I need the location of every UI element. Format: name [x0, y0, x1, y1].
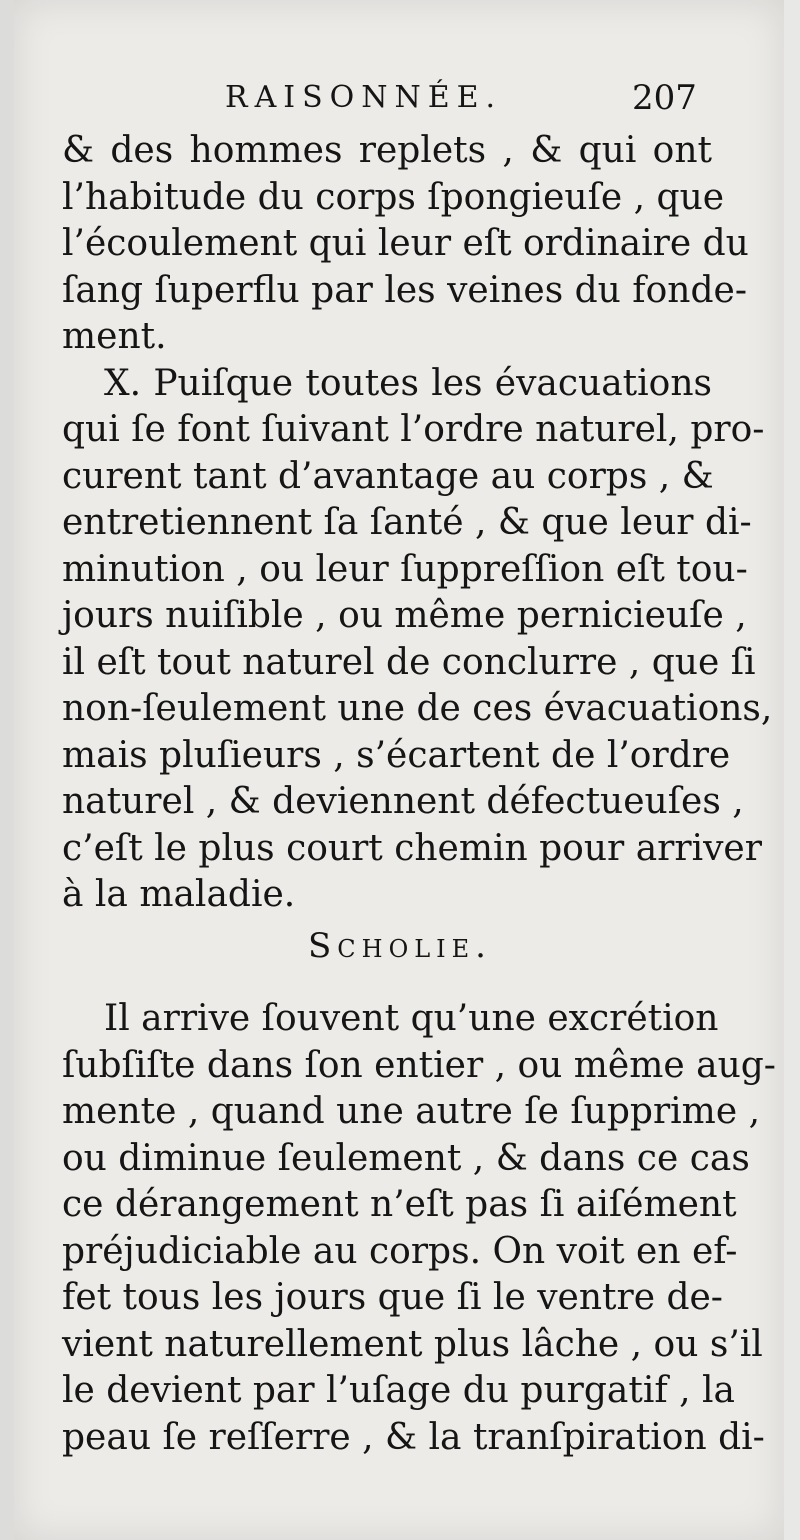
text-line: fet tous les jours que ſi le ventre de-	[62, 1277, 723, 1318]
text-line: peau ſe reſſerre , & la tranſpiration di-	[62, 1416, 765, 1458]
text-line: l’écoulement qui leur eſt ordinaire du	[62, 223, 749, 264]
paragraph-block-b	[62, 996, 776, 1461]
text-line: jours nuiſible , ou même pernicieuſe ,	[62, 595, 747, 636]
text-line: préjudiciable au corps. On voit en ef-	[62, 1230, 738, 1272]
text-line: ce dérangement n’eſt pas ſi aiſément	[62, 1184, 737, 1225]
text-line: ou diminue ſeulement , & dans ce cas	[62, 1137, 750, 1179]
text-line: qui ſe font ſuivant l’ordre naturel, pro-	[62, 409, 765, 450]
scholie-first-line: Il arrive ſouvent qu’une excrétion	[104, 998, 719, 1039]
text-line: à la maladie.	[62, 874, 296, 915]
paragraph-block-a	[62, 128, 773, 919]
text-line: entretiennent ſa ſanté , & que leur di-	[62, 502, 752, 543]
text-line: ſang ſuperflu par les veines du fonde-	[62, 269, 748, 311]
running-title: RAISONNÉE.	[225, 80, 503, 115]
text-line: minution , ou leur ſuppreſſion eſt tou-	[62, 548, 748, 590]
text-line: ment.	[62, 316, 167, 357]
text-line: vient naturellement plus lâche , ou s’il	[62, 1323, 763, 1365]
page-header	[0, 80, 800, 120]
text-line: mais pluſieurs , s’écartent de l’ordre	[62, 734, 731, 776]
section-x-first-line: X. Puiſque toutes les évacuations	[104, 362, 712, 404]
text-line: curent tant d’avantage au corps , &	[62, 455, 714, 497]
text-line: il eſt tout naturel de conclurre , que ſi	[62, 641, 756, 683]
text-line: non-ſeulement une de ces évacuations,	[62, 688, 773, 729]
text-line: le devient par l’uſage du purgatif , la	[62, 1370, 735, 1411]
text-line: naturel , & deviennent défectueuſes ,	[62, 781, 744, 822]
text-line: c’eſt le plus court chemin pour arriver	[62, 827, 762, 869]
text-line: & des hommes replets , & qui ont	[62, 130, 712, 171]
section-heading: Scholie.	[307, 926, 492, 966]
page-number: 207	[632, 78, 697, 118]
text-line: ſubſiſte dans ſon entier , ou même aug-	[62, 1044, 776, 1086]
text-line: l’habitude du corps ſpongieuſe , que	[62, 176, 725, 218]
text-line: mente , quand une autre ſe ſupprime ,	[62, 1091, 761, 1132]
